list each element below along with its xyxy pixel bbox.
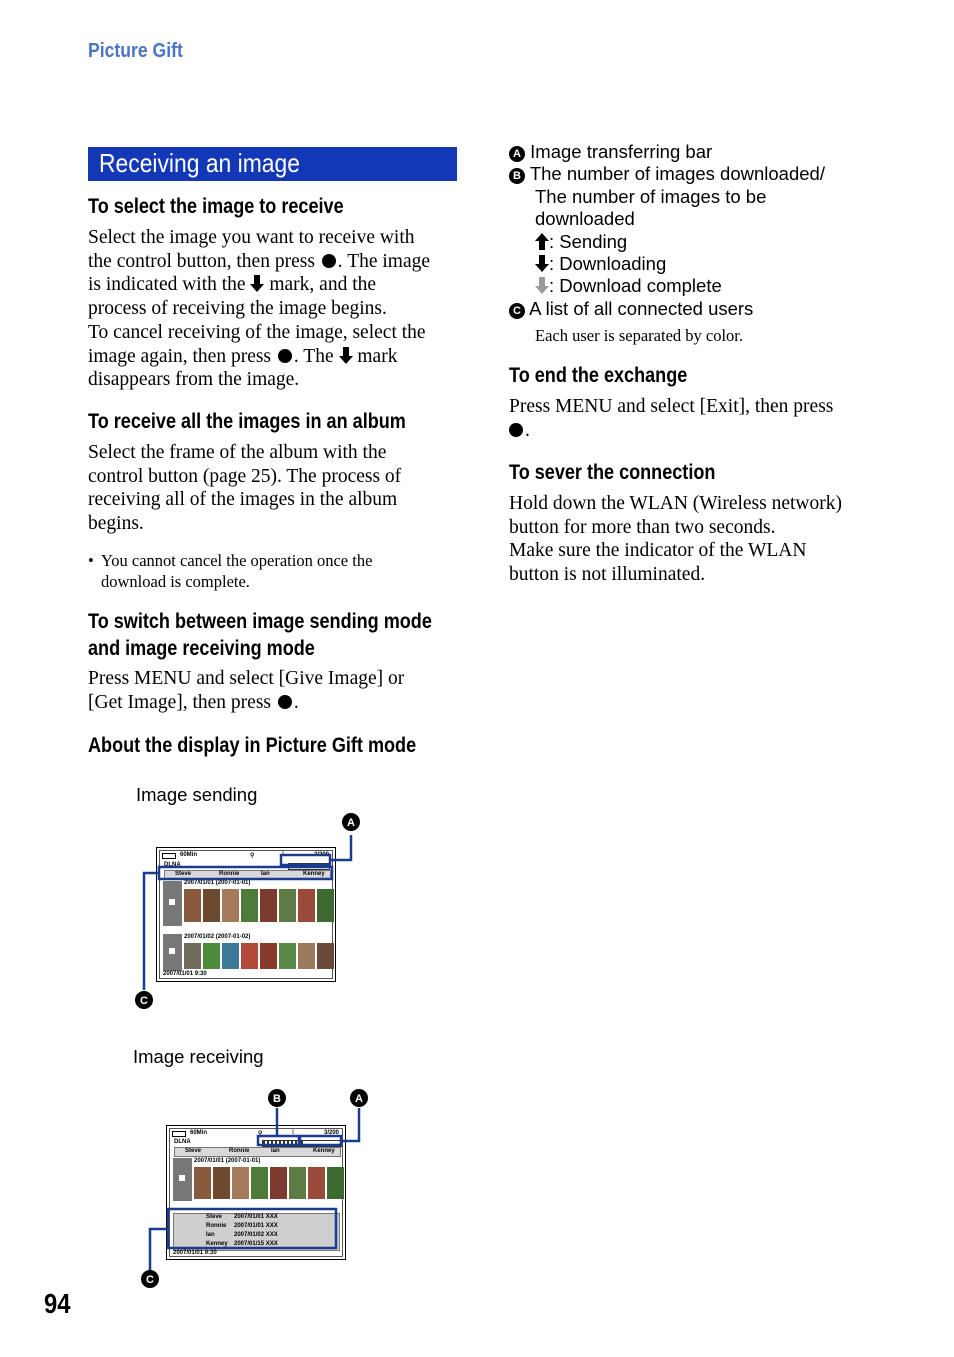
text-line: mark — [357, 345, 398, 367]
callout-badge-a-label: A — [347, 817, 355, 829]
center-button-dot-icon — [278, 695, 292, 709]
text-line: disappears from the image. — [88, 369, 300, 391]
user-name: Kenney — [206, 1241, 228, 1247]
heading-line: and image receiving mode — [88, 637, 315, 660]
dlna-label: DLNA — [164, 862, 181, 868]
heading-sever-connection: To sever the connection — [509, 461, 716, 484]
callout-lines-sending — [130, 810, 370, 1015]
text-line: Select the image you want to receive with — [88, 227, 415, 248]
text-line: button is not illuminated. — [509, 564, 706, 586]
image-counter: 3/200 — [324, 1130, 340, 1136]
running-header: Picture Gift — [88, 40, 183, 62]
album-date: 2007/01/01 (2007-01-01) — [184, 880, 251, 886]
paragraph-sever-connection — [509, 492, 842, 587]
user-name: Kenney — [303, 871, 325, 877]
downloading-arrow-icon — [535, 255, 549, 272]
callout-badge-c-label: C — [146, 1274, 154, 1286]
album-date: 2007/01/02 (2007-01-02) — [184, 934, 251, 940]
dlna-label: DLNA — [174, 1139, 191, 1145]
text-line: . — [293, 691, 299, 713]
paragraph-receive-album — [88, 441, 401, 536]
figure-caption-sending: Image sending — [136, 784, 258, 805]
legend-note: Each user is separated by color. — [535, 326, 744, 345]
text-line: button for more than two seconds. — [509, 516, 776, 538]
heading-line: To switch between image sending mode — [88, 610, 432, 633]
user-name: Kenney — [313, 1148, 335, 1154]
heading-select-image: To select the image to receive — [88, 195, 344, 218]
user-date: 2007/01/01 XXX — [234, 1223, 278, 1229]
heading-end-exchange: To end the exchange — [509, 364, 688, 387]
legend-badge-b: B — [509, 168, 525, 184]
heading-receive-album: To receive all the images in an album — [88, 410, 406, 433]
callout-lines-receiving — [136, 1086, 376, 1291]
legend-text: The number of images downloaded/ — [529, 163, 825, 185]
legend-text: : Download complete — [549, 275, 722, 297]
legend-text: Image transferring bar — [530, 141, 713, 162]
heading-switch-mode — [88, 608, 432, 662]
user-date: 2007/01/01 XXX — [234, 1214, 278, 1220]
date-time: 2007/01/01 9:30 — [163, 971, 207, 977]
text-line: You cannot cancel the operation once the — [101, 551, 373, 570]
download-arrow-icon — [250, 275, 264, 292]
text-line: . — [525, 419, 530, 441]
text-line: Press MENU and select [Give Image] or — [88, 668, 405, 689]
user-name: Steve — [175, 871, 192, 877]
user-name: Ronnie — [229, 1148, 250, 1154]
paragraph-end-exchange — [509, 395, 833, 442]
legend-text: A list of all connected users — [529, 297, 754, 319]
legend-badge-c: C — [509, 303, 525, 319]
battery-remaining: 60Min — [180, 852, 198, 858]
user-name: Ian — [261, 871, 270, 877]
transfer-icon: ⁞ — [292, 1130, 294, 1136]
date-time: 2007/01/01 9:30 — [173, 1250, 217, 1256]
legend-badge-a: A — [509, 146, 525, 162]
paragraph-switch-mode — [88, 667, 404, 714]
figure-caption-receiving: Image receiving — [133, 1046, 264, 1067]
text-line: . The image — [337, 250, 431, 272]
sending-arrow-icon — [535, 233, 549, 250]
image-counter: 2/200 — [314, 852, 330, 858]
center-button-dot-icon — [509, 423, 523, 437]
text-line: [Get Image], then press — [88, 691, 272, 713]
note-bullet: • — [88, 551, 94, 570]
text-line: Press MENU and select [Exit], then press — [509, 396, 834, 417]
download-arrow-icon — [339, 347, 353, 364]
callout-badge-a-label: A — [355, 1093, 363, 1105]
user-name: Ian — [206, 1232, 215, 1238]
text-line: image again, then press — [88, 345, 272, 367]
text-line: process of receiving the image begins. — [88, 298, 387, 320]
legend-text: : Downloading — [549, 253, 667, 275]
callout-badge-b-label: B — [273, 1093, 281, 1105]
note-cancel — [88, 550, 372, 592]
user-date: 2007/01/02 XXX — [234, 1232, 278, 1238]
text-line: To cancel receiving of the image, select the — [88, 321, 426, 343]
section-title: Receiving an image — [99, 148, 300, 178]
legend-text: The number of images to be — [535, 185, 767, 207]
legend-text: downloaded — [535, 208, 635, 230]
user-name: Ronnie — [219, 871, 240, 877]
display-legend — [509, 141, 825, 320]
user-name: Steve — [185, 1148, 202, 1154]
center-button-dot-icon — [278, 349, 292, 363]
text-line: Select the frame of the album with the — [88, 442, 387, 463]
text-line: mark, and the — [269, 274, 377, 296]
text-line: control button (page 25). The process of — [88, 465, 402, 487]
page-number: 94 — [44, 1288, 71, 1319]
album-date: 2007/01/01 (2007-01-01) — [194, 1158, 261, 1164]
wlan-icon: ⚲ — [250, 853, 255, 859]
transfer-icon: ⁞ — [282, 852, 284, 858]
text-line: download is complete. — [101, 572, 250, 591]
callout-badge-c-label: C — [140, 995, 148, 1007]
legend-text: : Sending — [549, 230, 628, 252]
user-date: 2007/01/15 XXX — [234, 1241, 278, 1247]
paragraph-select-image — [88, 226, 458, 392]
text-line: Make sure the indicator of the WLAN — [509, 540, 807, 562]
text-line: . The — [293, 345, 334, 367]
wlan-icon: ⚲ — [258, 1131, 263, 1137]
text-line: the control button, then press — [88, 250, 315, 272]
text-line: is indicated with the — [88, 274, 246, 296]
user-name: Steve — [206, 1214, 223, 1220]
user-name: Ronnie — [206, 1223, 227, 1229]
center-button-dot-icon — [322, 254, 336, 268]
download-complete-arrow-icon — [535, 277, 549, 294]
text-line: Hold down the WLAN (Wireless network) — [509, 493, 842, 514]
section-title-bar — [88, 147, 457, 181]
user-name: Ian — [271, 1148, 280, 1154]
battery-remaining: 60Min — [190, 1130, 208, 1136]
heading-about-display: About the display in Picture Gift mode — [88, 734, 417, 757]
text-line: receiving all of the images in the album — [88, 489, 398, 511]
text-line: begins. — [88, 513, 144, 535]
